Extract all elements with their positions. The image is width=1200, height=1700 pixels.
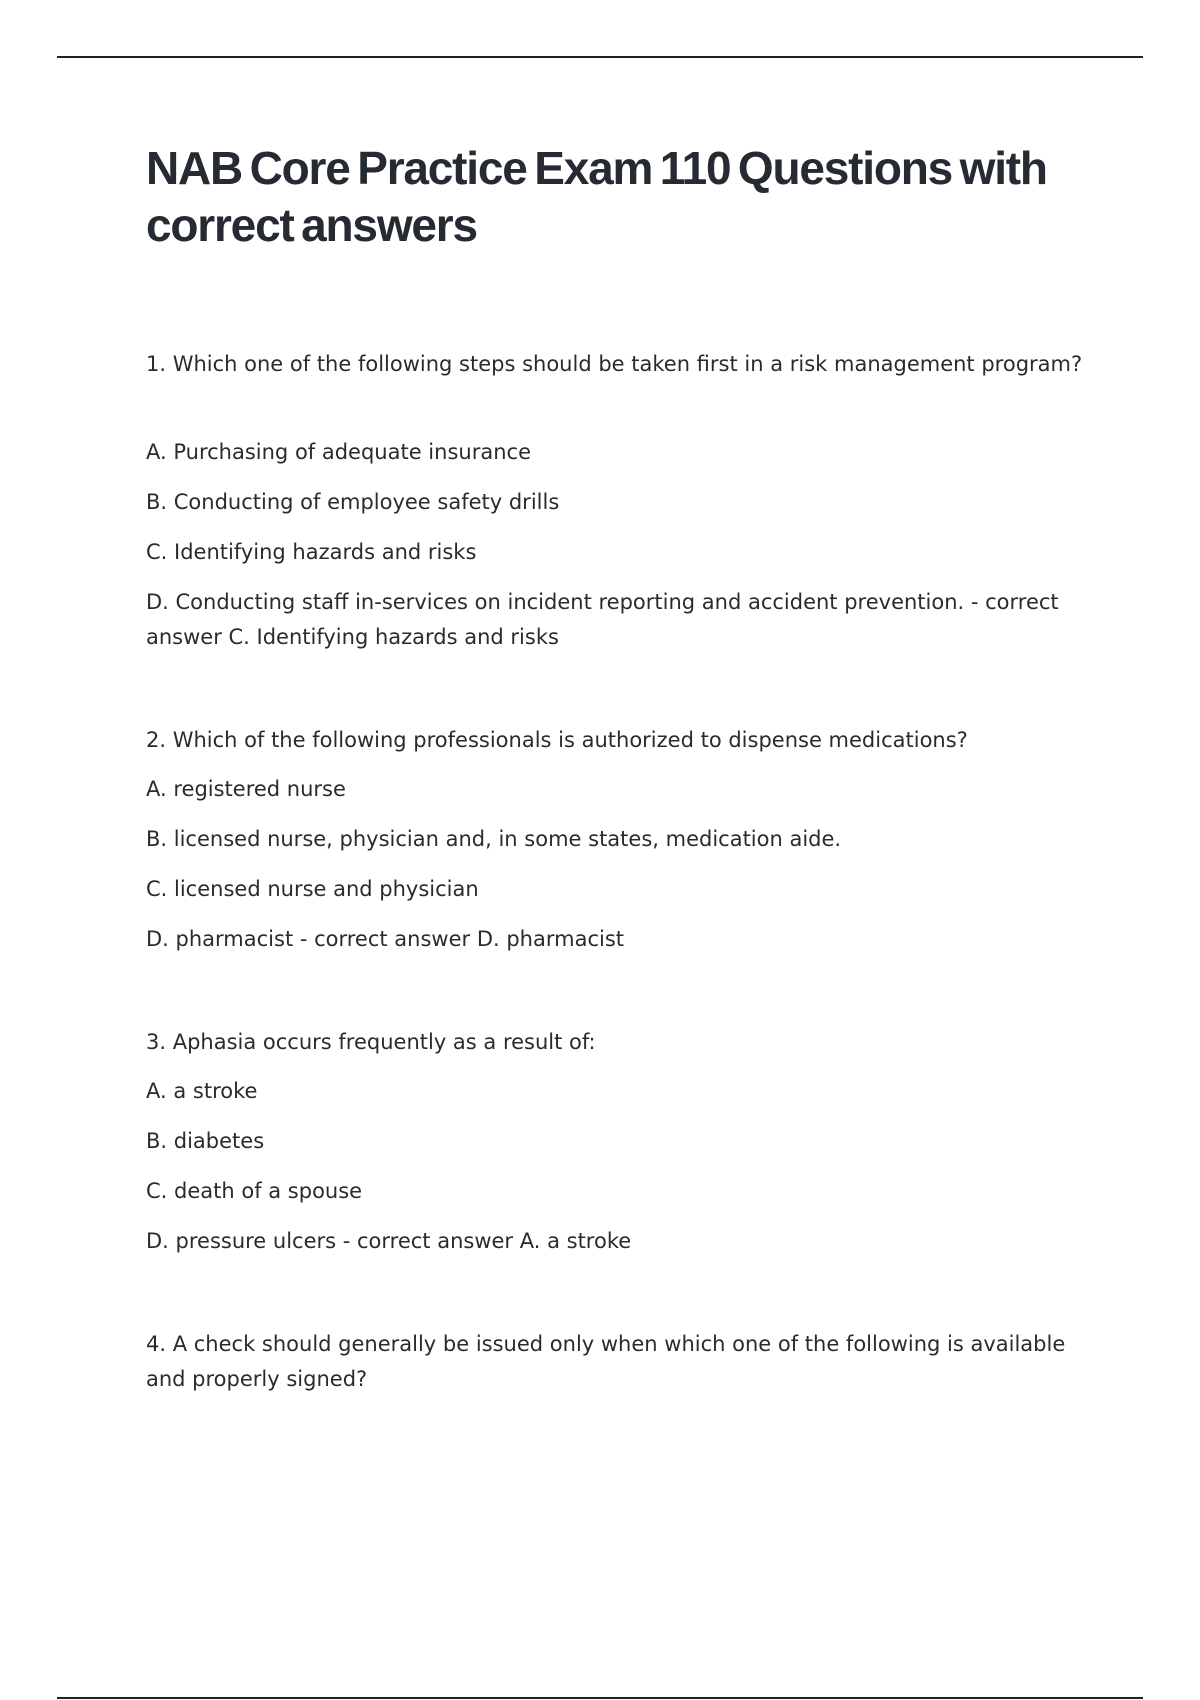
question-1 (146, 347, 1096, 655)
question-2 (146, 723, 1096, 957)
option-a: A. a stroke (146, 1079, 258, 1103)
option-d-with-answer: D. pharmacist - correct answer D. pharmacist (146, 927, 625, 951)
question-text: 4. A check should generally be issued only when which one of the following is available and properly signed? (146, 1332, 1066, 1391)
option-d-with-answer: D. Conducting staff in-services on incident reporting and accident prevention. - correct answer C. Identifying hazards and risks (146, 590, 1059, 649)
document-body (146, 140, 1096, 1465)
option-c: C. Identifying hazards and risks (146, 540, 477, 564)
option-d-with-answer: D. pressure ulcers - correct answer A. a stroke (146, 1229, 632, 1253)
question-list (146, 347, 1096, 1397)
question-3 (146, 1025, 1096, 1259)
question-text: 2. Which of the following professionals is authorized to dispense medications? (146, 728, 968, 752)
top-divider (57, 56, 1143, 58)
bottom-divider (57, 1697, 1143, 1699)
question-4 (146, 1327, 1096, 1397)
question-text: 3. Aphasia occurs frequently as a result of: (146, 1030, 596, 1054)
option-b: B. Conducting of employee safety drills (146, 490, 560, 514)
document-title: NAB Core Practice Exam 110 Questions with correct answers (146, 142, 1047, 251)
option-b: B. diabetes (146, 1129, 265, 1153)
option-b: B. licensed nurse, physician and, in some states, medication aide. (146, 827, 842, 851)
option-c: C. licensed nurse and physician (146, 877, 479, 901)
question-text: 1. Which one of the following steps should be taken first in a risk management program? (146, 352, 1083, 376)
option-c: C. death of a spouse (146, 1179, 363, 1203)
option-a: A. Purchasing of adequate insurance (146, 440, 531, 464)
option-a: A. registered nurse (146, 777, 346, 801)
